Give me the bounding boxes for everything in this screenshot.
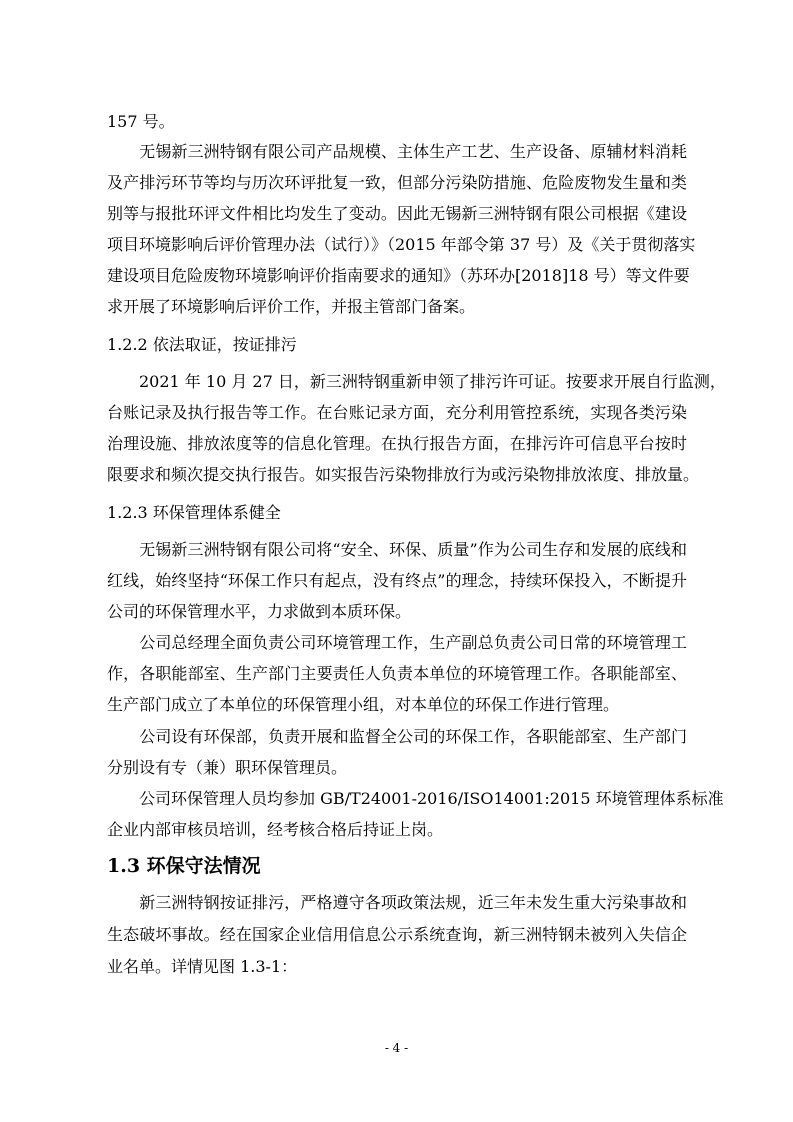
paragraph-line: 台账记录及执行报告等工作。在台账记录方面，充分利用管控系统，实现各类污染	[107, 403, 687, 422]
paragraph-line: 企业内部审核员培训，经考核合格后持证上岗。	[107, 820, 444, 839]
paragraph-line: 及产排污环节等均与历次环评批复一致，但部分污染防措施、危险废物发生量和类	[107, 173, 687, 192]
paragraph-line: 作，各职能部室、生产部门主要责任人负责本单位的环境管理工作。各职能部室、	[107, 664, 687, 683]
paragraph-line: 分别设有专（兼）职环保管理员。	[107, 758, 348, 777]
paragraph-line: 生产部门成立了本单位的环保管理小组，对本单位的环保工作进行管理。	[107, 695, 620, 714]
paragraph-line: 157 号。	[107, 112, 175, 131]
paragraph-line: 限要求和频次提交执行报告。如实报告污染物排放行为或污染物排放浓度、排放量。	[107, 465, 700, 484]
paragraph-line: 别等与报批环评文件相比均发生了变动。因此无锡新三洲特钢有限公司根据《建设	[107, 204, 687, 223]
paragraph-line: 无锡新三洲特钢有限公司产品规模、主体生产工艺、生产设备、原辅材料消耗	[107, 142, 687, 161]
paragraph-line: 无锡新三洲特钢有限公司将“安全、环保、质量”作为公司生存和发展的底线和	[107, 540, 687, 559]
paragraph-line: 公司环保管理人员均参加 GB/T24001-2016/ISO14001:2015 环境管理体系标准	[107, 789, 724, 808]
paragraph-line: 项目环境影响后评价管理办法（试行）》（2015 年部令第 37 号）及《关于贯彻落实	[107, 235, 696, 254]
paragraph-line: 红线，始终坚持“环保工作只有起点，没有终点”的理念，持续环保投入，不断提升	[107, 571, 687, 590]
paragraph-line: 业名单。详情见图 1.3-1：	[107, 957, 298, 976]
page-number: - 4 -	[384, 1041, 409, 1055]
paragraph-line: 建设项目危险废物环境影响评价指南要求的通知》（苏环办[2018]18 号）等文件要	[107, 266, 690, 285]
subsection-heading-1-2-2: 1.2.2 依法取证，按证排污	[107, 335, 297, 354]
subsection-heading-1-2-3: 1.2.3 环保管理体系健全	[107, 503, 281, 522]
paragraph-line: 公司总经理全面负责公司环境管理工作，生产副总负责公司日常的环境管理工	[107, 633, 687, 652]
paragraph-line: 2021 年 10 月 27 日，新三洲特钢重新申领了排污许可证。按要求开展自行监测，	[107, 372, 726, 391]
paragraph-line: 新三洲特钢按证排污，严格遵守各项政策法规，近三年未发生重大污染事故和	[107, 893, 687, 912]
paragraph-line: 求开展了环境影响后评价工作，并报主管部门备案。	[107, 297, 476, 316]
paragraph-line: 公司设有环保部，负责开展和监督全公司的环保工作，各职能部室、生产部门	[107, 727, 687, 746]
section-heading-1-3: 1.3 环保守法情况	[107, 855, 261, 877]
paragraph-line: 治理设施、排放浓度等的信息化管理。在执行报告方面，在排污许可信息平台按时	[107, 434, 687, 453]
paragraph-line: 公司的环保管理水平，力求做到本质环保。	[107, 602, 412, 621]
paragraph-line: 生态破坏事故。经在国家企业信用信息公示系统查询，新三洲特钢未被列入失信企	[107, 925, 687, 944]
